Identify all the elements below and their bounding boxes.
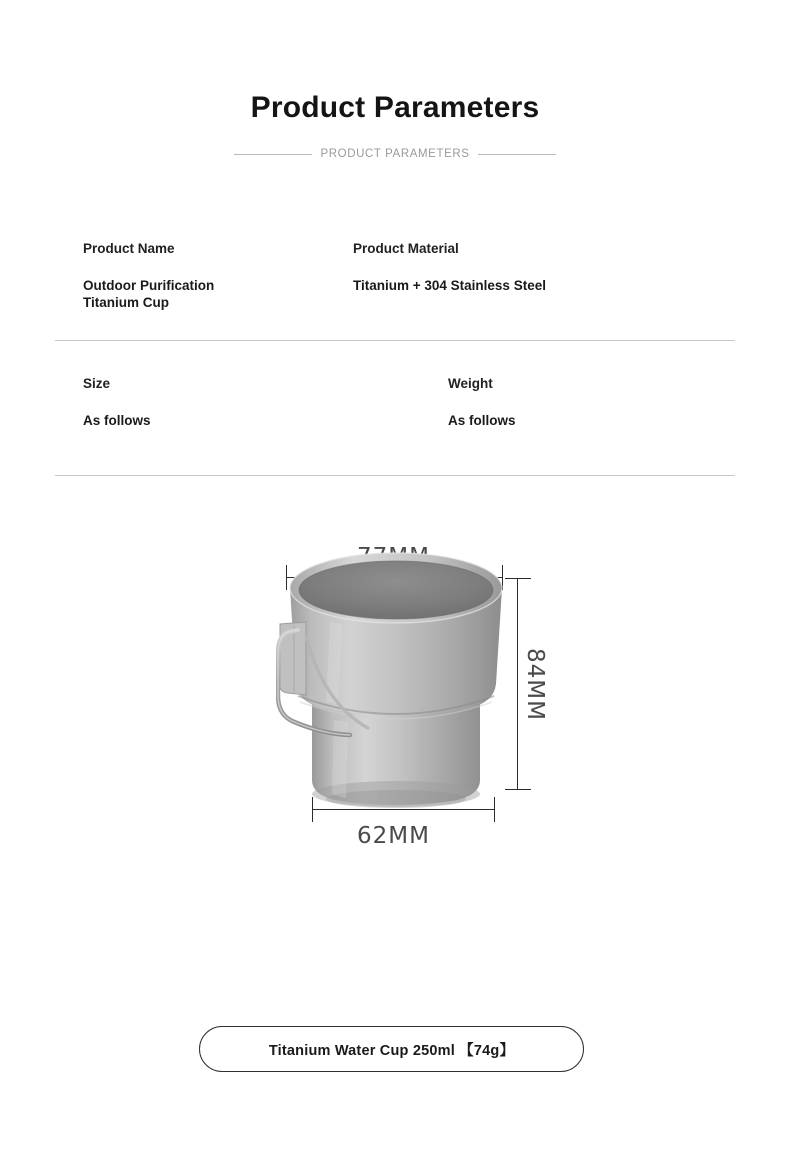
spec-label: Size [83,376,111,391]
subtitle-text: PRODUCT PARAMETERS [320,148,470,160]
dimension-tick-height-top [505,578,531,579]
spec-label: Product Material [353,241,459,256]
spec-divider [55,475,735,476]
spec-cell-size [55,375,428,475]
product-caption-pill [199,1026,584,1072]
page-header [0,0,790,160]
product-caption-text: Titanium Water Cup 250ml 【74g】 [268,1042,515,1059]
dimension-line-height [517,578,518,790]
spec-cell-weight [428,375,735,475]
spec-cell-product-name [55,240,333,340]
titanium-cup-illustration [276,544,516,809]
dimension-line-width-bottom [312,809,495,810]
spec-value: Outdoor Purification Titanium Cup [83,278,215,310]
spec-label: Weight [448,376,493,391]
spec-value: As follows [83,413,151,428]
specifications-table [55,160,735,476]
page-title: Product Parameters [250,91,540,124]
dimension-label-height: 84MM [522,648,548,721]
dimension-tick-height-bottom [505,789,531,790]
spec-value: Titanium + 304 Stainless Steel [353,278,546,293]
product-dimension-diagram [0,532,790,922]
subtitle-rule-right [478,154,556,155]
spec-label: Product Name [83,241,175,256]
spec-row [55,341,735,475]
dimension-tick-bottom-right [494,797,495,822]
spec-value: As follows [448,413,516,428]
subtitle-decoration [0,148,790,160]
subtitle-rule-left [234,154,312,155]
dimension-tick-bottom-left [312,797,313,822]
dimension-label-width-bottom: 62MM [357,823,430,849]
spec-cell-product-material [333,240,735,340]
spec-row [55,208,735,340]
